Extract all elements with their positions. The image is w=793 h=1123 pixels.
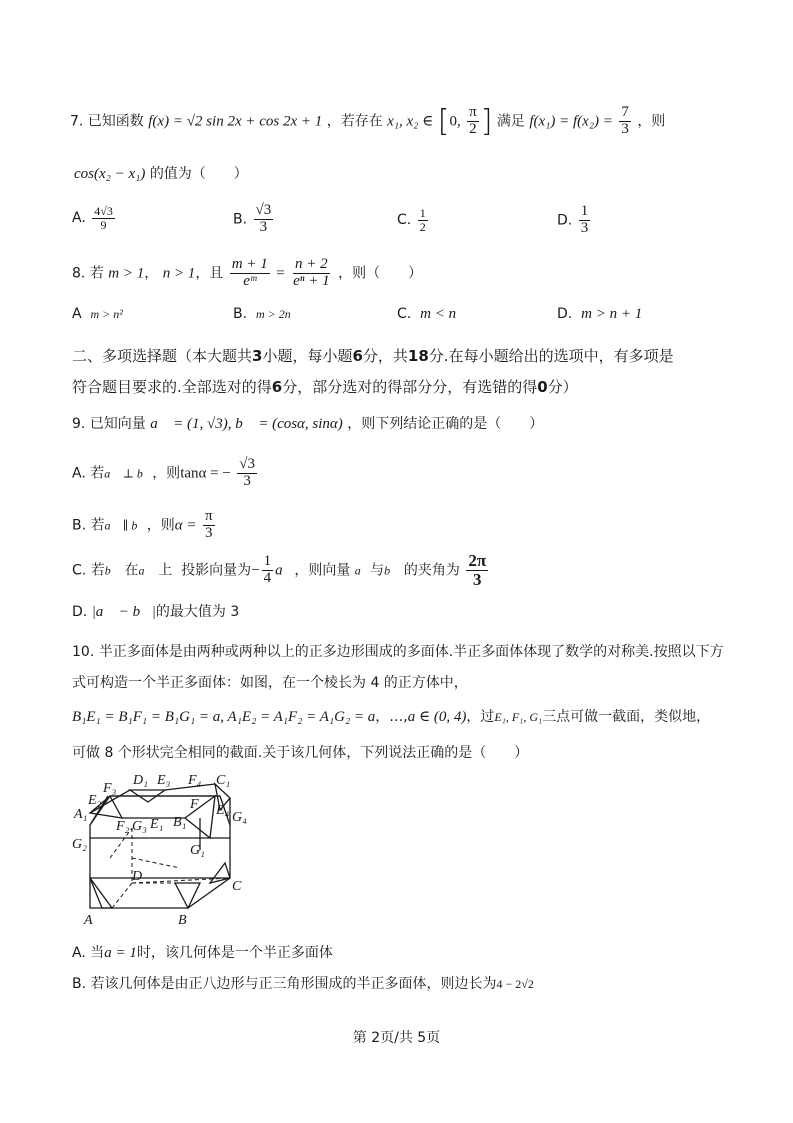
label-E3: E₃ xyxy=(157,773,171,788)
q9-option-b[interactable]: B. 若a⃗ ∥ b⃗，则α = $\frac{\pi}{3}$ xyxy=(72,508,213,541)
q9-option-c[interactable]: C. 若b⃗ 在a⃗ 上 投影向量为− $\frac{1}{4}$ a⃗，则向量 a⃗与b⃗ 的夹角为 $\frac{2\pi}{3}$ xyxy=(72,551,487,589)
label-D1: D₁ xyxy=(133,773,148,788)
q7-seven-thirds: $\frac{7}{3}$ xyxy=(621,104,629,137)
label-E4: E₄ xyxy=(216,803,230,818)
option-label: B. xyxy=(233,211,248,228)
page-footer: 第 2页/共 5页 xyxy=(352,1030,441,1046)
q7-function: f(x) = √2 sin 2x + cos 2x + 1 xyxy=(148,113,323,130)
label-E2: E₂ xyxy=(88,793,102,808)
q7-cos-expr: cos(x₂ − x₁) xyxy=(74,166,146,182)
q8-left-fraction: $\frac{m + 1}{\text{eᵐ}}$ xyxy=(231,256,268,289)
label-G1: G₁ xyxy=(190,843,205,858)
q10-option-a[interactable]: A. 当a = 1时，该几何体是一个半正多面体 xyxy=(72,945,333,961)
q10-line1: 10. 半正多面体是由两种或两种以上的正多边形围成的多面体.半正多面体体现了数学的对称美.按照以下方 xyxy=(72,644,724,660)
q9-number: 9. xyxy=(72,416,86,432)
label-B1: B₁ xyxy=(173,815,187,830)
label-B: B xyxy=(178,913,187,928)
label-F: F xyxy=(190,797,199,812)
option-fraction: $\frac{1}{3}$ xyxy=(580,203,589,236)
label-C: C xyxy=(232,879,242,894)
option-fraction: $\frac{4√3}{9}$ xyxy=(94,204,113,232)
label-A1: A₁ xyxy=(74,807,88,822)
label-C1: C₁ xyxy=(216,773,231,788)
label-A: A xyxy=(84,913,93,928)
option-label: A. xyxy=(72,210,86,227)
q7-question-text: 的值为（ ） xyxy=(149,166,248,182)
q10-line2: 式可构造一个半正多面体：如图，在一个棱长为 4 的正方体中， xyxy=(72,675,468,691)
label-F4: F₄ xyxy=(188,773,202,788)
q10-cube-figure xyxy=(70,768,260,930)
option-label: C. xyxy=(397,212,412,229)
q9-stem: 9. 已知向量 a⃗ = (1, √3), b⃗ = (cosα, sinα) ，则下列结论正确的是（ ） xyxy=(72,416,544,432)
q7-prefix: 已知函数 xyxy=(87,113,144,130)
q8-condition-n: n > 1 xyxy=(162,265,196,282)
label-G3: G₃ xyxy=(132,819,147,834)
q9-option-a[interactable]: A. 若a⃗ ⊥ b⃗，则tanα = − $\frac{√3}{3}$ xyxy=(72,456,255,489)
section2-heading-line1: 二、多项选择题（本大题共3小题，每小题6分，共18分.在每小题给出的选项中，有多项是 xyxy=(72,347,674,365)
q7-option-b[interactable] xyxy=(233,203,275,236)
label-F2: F₂ xyxy=(116,819,130,834)
q7-option-a[interactable] xyxy=(72,205,117,231)
q8-option-d[interactable]: D. m > n + 1 xyxy=(557,306,643,322)
option-fraction: $\frac{1}{2}$ xyxy=(419,206,426,234)
q7-line1: 7. 已知函数 f(x) = √2 sin 2x + cos 2x + 1 ，若存在 x₁, x₂ ∈ [0, $\frac{\pi}{2}$ ] 满足 f(x₁) = f(x₂) = $\frac{7}{3}$ ，则 xyxy=(70,104,666,139)
q9-option-d[interactable]: D. |a⃗ − b⃗|的最大值为 3 xyxy=(72,604,240,620)
q8-option-a[interactable]: A m > n² xyxy=(72,306,123,322)
label-F3: F₃ xyxy=(103,781,117,796)
q8-prefix: 若 xyxy=(89,265,104,282)
cube-outline xyxy=(90,796,230,908)
q8-number: 8. xyxy=(72,265,86,282)
q8-then: ，则（ ） xyxy=(338,265,423,282)
label-D: D xyxy=(132,869,143,884)
q7-interval-fraction: $\frac{\pi}{2}$ xyxy=(469,104,477,137)
q10-line3: B₁E₁ = B₁F₁ = B₁G₁ = a, A₁E₂ = A₁F₂ = A₁G₂ = a，…,a ∈ (0, 4)，过E₁, F₁, G₁三点可做一截面，类似地， xyxy=(72,709,711,725)
section2-heading-line2: 符合题目要求的.全部选对的得6分，部分选对的得部分分，有选错的得0分） xyxy=(72,378,578,396)
q7-mid-text: ，若存在 xyxy=(326,113,383,130)
q8-option-b[interactable]: B. m > 2n xyxy=(233,306,291,322)
q7-option-d[interactable] xyxy=(557,204,592,237)
option-fraction: $\frac{√3}{3}$ xyxy=(255,202,272,235)
q7-option-c[interactable] xyxy=(397,207,430,233)
q7-satisfy: 满足 xyxy=(496,113,525,130)
q7-then: ，则 xyxy=(637,113,666,130)
q10-option-b[interactable]: B. 若该几何体是由正八边形与正三角形围成的半正多面体，则边长为4 − 2√2 xyxy=(72,976,534,992)
q7-interval-left: 0, xyxy=(449,113,461,130)
q7-equation: f(x₁) = f(x₂) = xyxy=(529,113,613,130)
label-G4: G₄ xyxy=(232,810,247,825)
q8-stem: 8. 若 m > 1， n > 1，且 $\frac{m + 1}{\text{eᵐ}}$ = $\frac{n + 2}{\text{eⁿ + 1}}$ ，则（ ） xyxy=(72,256,423,289)
q7-vars: x₁, x₂ ∈ xyxy=(387,113,434,130)
q10-line4: 可做 8 个形状完全相同的截面.关于该几何体，下列说法正确的是（ ） xyxy=(72,745,529,761)
q7-number: 7. xyxy=(70,113,84,130)
q8-right-fraction: $\frac{n + 2}{\text{eⁿ + 1}}$ xyxy=(293,256,330,289)
option-label: D. xyxy=(557,212,573,229)
q8-condition-m: m > 1 xyxy=(108,265,145,282)
q8-option-c[interactable]: C. m < n xyxy=(397,306,457,322)
label-G2: G₂ xyxy=(72,837,87,852)
label-E1: E₁ xyxy=(150,817,164,832)
q9-vectors: a⃗ = (1, √3), b⃗ = (cosα, sinα) xyxy=(150,416,343,432)
q7-line2 xyxy=(74,163,248,183)
